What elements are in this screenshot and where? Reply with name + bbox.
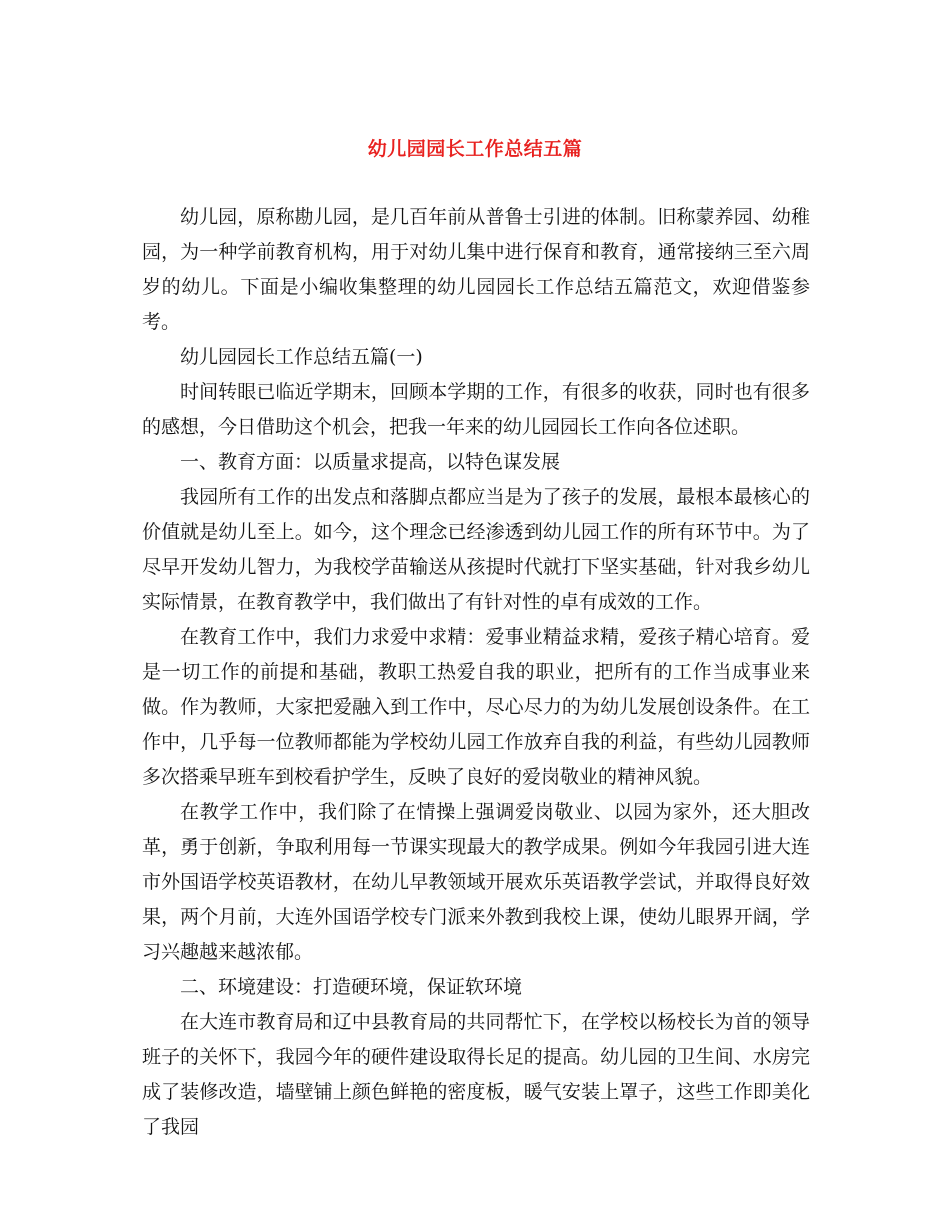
subsection-heading: 一、教育方面：以质量求提高，以特色谋发展	[180, 451, 561, 473]
body-paragraph: 在大连市教育局和辽中县教育局的共同帮忙下，在学校以杨校长为首的领导班子的关怀下，我园今年的硬件建设取得长足的提高。幼儿园的卫生间、水房完成了装修改造，墙壁铺上颜色鲜艳的密度板，暖气安装上罩子，这些工作即美化了我园	[142, 1011, 810, 1138]
section-heading: 幼儿园园长工作总结五篇(一)	[180, 346, 423, 368]
intro-paragraph: 幼儿园，原称勘儿园，是几百年前从普鲁士引进的体制。旧称蒙养园、幼稚园，为一种学前教育机构，用于对幼儿集中进行保育和教育，通常接纳三至六周岁的幼儿。下面是小编收集整理的幼儿园园长工作总结五篇范文，欢迎借鉴参考。	[142, 206, 810, 333]
document-title: 幼儿园园长工作总结五篇	[367, 138, 583, 160]
document-body	[142, 200, 810, 1145]
body-paragraph: 在教育工作中，我们力求爱中求精：爱事业精益求精，爱孩子精心培育。爱是一切工作的前提和基础，教职工热爱自我的职业，把所有的工作当成事业来做。作为教师，大家把爱融入到工作中，尽心尽力的为幼儿发展创设条件。在工作中，几乎每一位教师都能为学校幼儿园工作放弃自我的利益，有些幼儿园教师多次搭乘早班车到校看护学生，反映了良好的爱岗敬业的精神风貌。	[142, 626, 810, 788]
body-paragraph: 我园所有工作的出发点和落脚点都应当是为了孩子的发展，最根本最核心的价值就是幼儿至上。如今，这个理念已经渗透到幼儿园工作的所有环节中。为了尽早开发幼儿智力，为我校学苗输送从孩提时代就打下坚实基础，针对我乡幼儿实际情景，在教育教学中，我们做出了有针对性的卓有成效的工作。	[142, 486, 810, 613]
subsection-heading: 二、环境建设：打造硬环境，保证软环境	[180, 976, 523, 998]
body-paragraph: 在教学工作中，我们除了在情操上强调爱岗敬业、以园为家外，还大胆改革，勇于创新，争取利用每一节课实现最大的教学成果。例如今年我园引进大连市外国语学校英语教材，在幼儿早教领域开展欢乐英语教学尝试，并取得良好效果，两个月前，大连外国语学校专门派来外教到我校上课，使幼儿眼界开阔，学习兴趣越来越浓郁。	[142, 801, 810, 963]
body-paragraph: 时间转眼已临近学期末，回顾本学期的工作，有很多的收获，同时也有很多的感想，今日借助这个机会，把我一年来的幼儿园园长工作向各位述职。	[142, 381, 810, 438]
